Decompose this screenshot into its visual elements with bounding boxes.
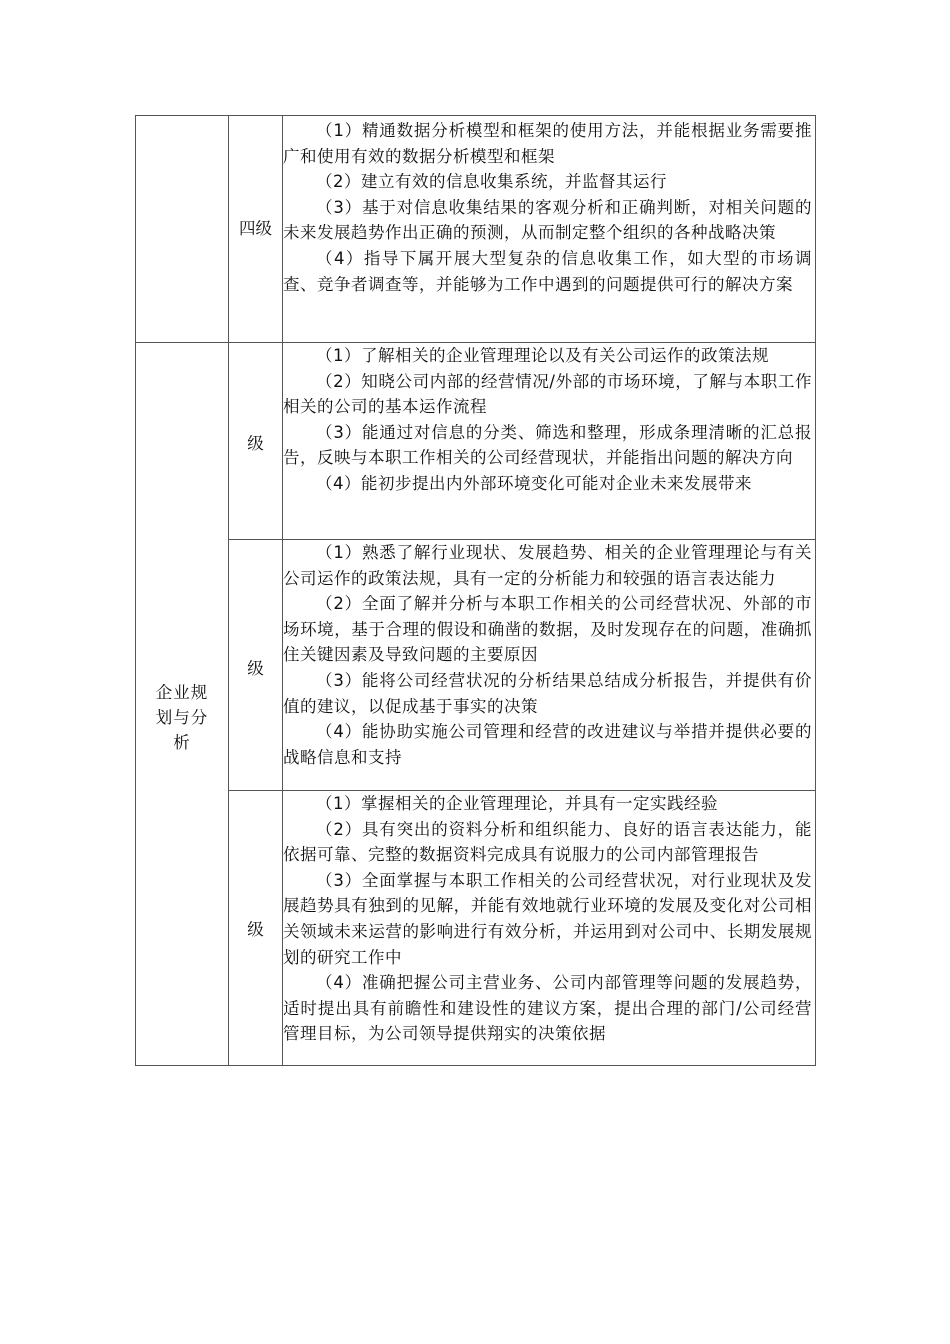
content-cell-row-1	[283, 118, 812, 342]
item-row-4-4: （4）准确把握公司主营业务、公司内部管理等问题的发展趋势，适时提出具有前瞻性和建设性的建议方案，提出合理的部门/公司经营管理目标，为公司领导提供翔实的决策依据	[283, 973, 812, 1044]
item-row-2-2: （2）知晓公司内部的经营情况/外部的市场环境，了解与本职工作相关的公司的基本运作流程	[283, 371, 812, 417]
item-row-3-4: （4）能协助实施公司管理和经营的改进建议与举措并提供必要的战略信息和支持	[283, 722, 812, 767]
item-row-3-3: （3）能将公司经营状况的分析结果总结成分析报告，并提供有价值的建议，以促成基于事实的决策	[283, 670, 812, 716]
item-row-4-1: （1）掌握相关的企业管理理论，并具有一定实践经验	[316, 794, 718, 813]
level-label-row-4: 级	[247, 920, 264, 939]
item-row-4-2: （2）具有突出的资料分析和组织能力、良好的语言表达能力，能依据可靠、完整的数据资料完成具有说服力的公司内部管理报告	[283, 819, 812, 865]
item-row-1-2: （2）建立有效的信息收集系统，并监督其运行	[316, 172, 667, 192]
item-row-1-4: （4）指导下属开展大型复杂的信息收集工作，如大型的市场调查、竞争者调查等，并能够为工作中遇到的问题提供可行的解决方案	[283, 248, 812, 294]
level-label-row-2: 级	[247, 434, 264, 453]
item-row-1-3: （3）基于对信息收集结果的客观分析和正确判断，对相关问题的未来发展趋势作出正确的预测，从而制定整个组织的各种战略决策	[283, 197, 812, 243]
content-cell-row-4	[283, 791, 812, 1065]
content-cell-row-2	[283, 343, 812, 539]
item-row-2-1: （1）了解相关的企业管理理论以及有关公司运作的政策法规	[316, 346, 769, 365]
item-row-3-1: （1）熟悉了解行业现状、发展趋势、相关的企业管理理论与有关公司运作的政策法规，具有一定的分析能力和较强的语言表达能力	[283, 543, 812, 588]
level-label-row-1: 四级	[239, 219, 272, 238]
category-label: 企业规划与分析	[155, 683, 209, 752]
item-row-4-3: （3）全面掌握与本职工作相关的公司经营状况，对行业现状及发展趋势具有独到的见解，并能有效地就行业环境的发展及变化对公司相关领域未来运营的影响进行有效分析，并运用到对公司中、长期发展规划的研究工作中	[283, 870, 812, 967]
item-row-2-4: （4）能初步提出内外部环境变化可能对企业未来发展带来	[316, 473, 752, 493]
competency-table	[135, 115, 816, 1066]
item-row-3-2: （2）全面了解并分析与本职工作相关的公司经营状况、外部的市场环境，基于合理的假设和确凿的数据，及时发现存在的问题，准确抓住关键因素及导致问题的主要原因	[283, 594, 812, 665]
item-row-2-3: （3）能通过对信息的分类、筛选和整理，形成条理清晰的汇总报告，反映与本职工作相关的公司经营现状，并能指出问题的解决方向	[283, 422, 812, 468]
level-label-row-3: 级	[247, 659, 264, 678]
content-cell-row-3	[283, 540, 812, 790]
item-row-1-1: （1）精通数据分析模型和框架的使用方法，并能根据业务需要推广和使用有效的数据分析模型和框架	[283, 121, 812, 166]
